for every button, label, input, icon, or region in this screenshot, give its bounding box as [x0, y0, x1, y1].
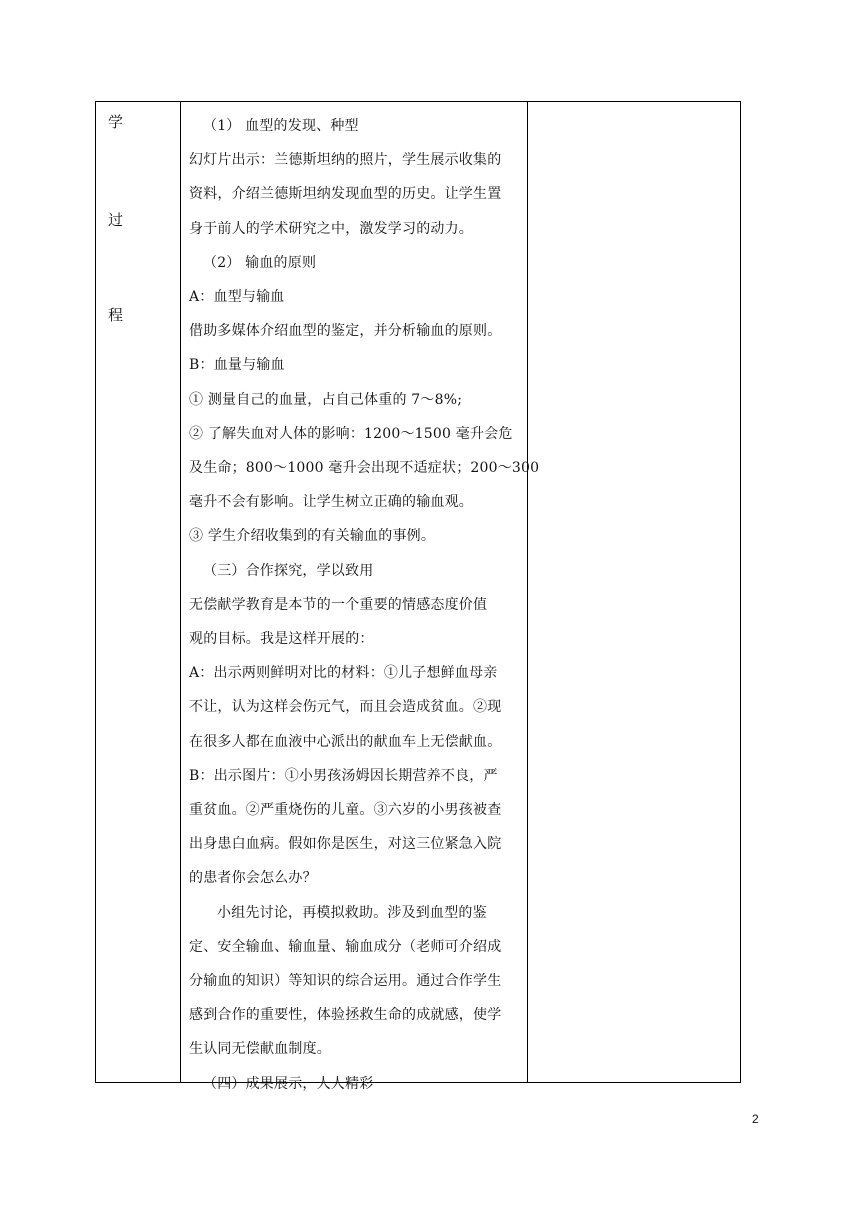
text-line: ① 测量自己的血量，占自己体重的 7～8%; [189, 391, 463, 408]
section-heading: （四）成果展示，人人精彩 [203, 1075, 374, 1092]
lesson-table [95, 101, 741, 1092]
text-line: ③ 学生介绍收集到的有关输血的事例。 [189, 528, 436, 545]
text-line: 小组先讨论，再模拟救助。涉及到血型的鉴 [217, 904, 487, 921]
stage-label-char: 学 [108, 113, 124, 131]
text-line: 出身患白血病。假如你是医生，对这三位紧急入院 [189, 836, 502, 853]
text-line: 观的目标。我是这样开展的： [189, 631, 374, 648]
text-line: 分输血的知识）等知识的综合运用。通过合作学生 [189, 973, 502, 990]
text-line: 生认同无偿献血制度。 [189, 1041, 331, 1058]
notes-column [528, 102, 740, 1082]
text-line: 感到合作的重要性，体验拯救生命的成就感，使学 [189, 1007, 502, 1024]
text-line: 的患者你会怎么办？ [189, 870, 317, 887]
stage-label-char: 过 [108, 211, 124, 229]
text-line: ② 了解失血对人体的影响：1200～1500 毫升会危 [189, 425, 513, 442]
text-line: B：出示图片：①小男孩汤姆因长期营养不良，严 [189, 767, 498, 784]
stage-label-column [96, 102, 181, 1082]
page-number: 2 [752, 1112, 759, 1126]
text-line: A：血型与输血 [189, 289, 285, 306]
text-line: 毫升不会有影响。让学生树立正确的输血观。 [189, 494, 473, 511]
text-line: A：出示两则鲜明对比的材料：①儿子想鲜血母亲 [189, 665, 498, 682]
text-line: B：血量与输血 [189, 357, 285, 374]
text-line: 重贫血。②严重烧伤的儿童。③六岁的小男孩被查 [189, 802, 502, 819]
teaching-content-column [181, 102, 540, 1092]
section-heading: （三）合作探究，学以致用 [203, 562, 374, 579]
text-line: 及生命；800～1000 毫升会出现不适症状；200～300 [189, 460, 540, 477]
text-line: 不让，认为这样会伤元气，而且会造成贫血。②现 [189, 699, 502, 716]
text-line: 资料，介绍兰德斯坦纳发现血型的历史。让学生置 [189, 186, 502, 203]
text-line: 定、安全输血、输血量、输血成分（老师可介绍成 [189, 938, 502, 955]
section-heading: （2） 输血的原则 [203, 254, 317, 271]
text-line: 在很多人都在血液中心派出的献血车上无偿献血。 [189, 733, 502, 750]
section-heading: （1） 血型的发现、种型 [203, 118, 359, 134]
text-line: 借助多媒体介绍血型的鉴定，并分析输血的原则。 [189, 323, 502, 340]
text-line: 无偿献学教育是本节的一个重要的情感态度价值 [189, 596, 488, 613]
stage-label-char: 程 [108, 306, 124, 324]
text-line: 身于前人的学术研究之中，激发学习的动力。 [189, 220, 473, 237]
text-line: 幻灯片出示：兰德斯坦纳的照片，学生展示收集的 [189, 152, 502, 169]
